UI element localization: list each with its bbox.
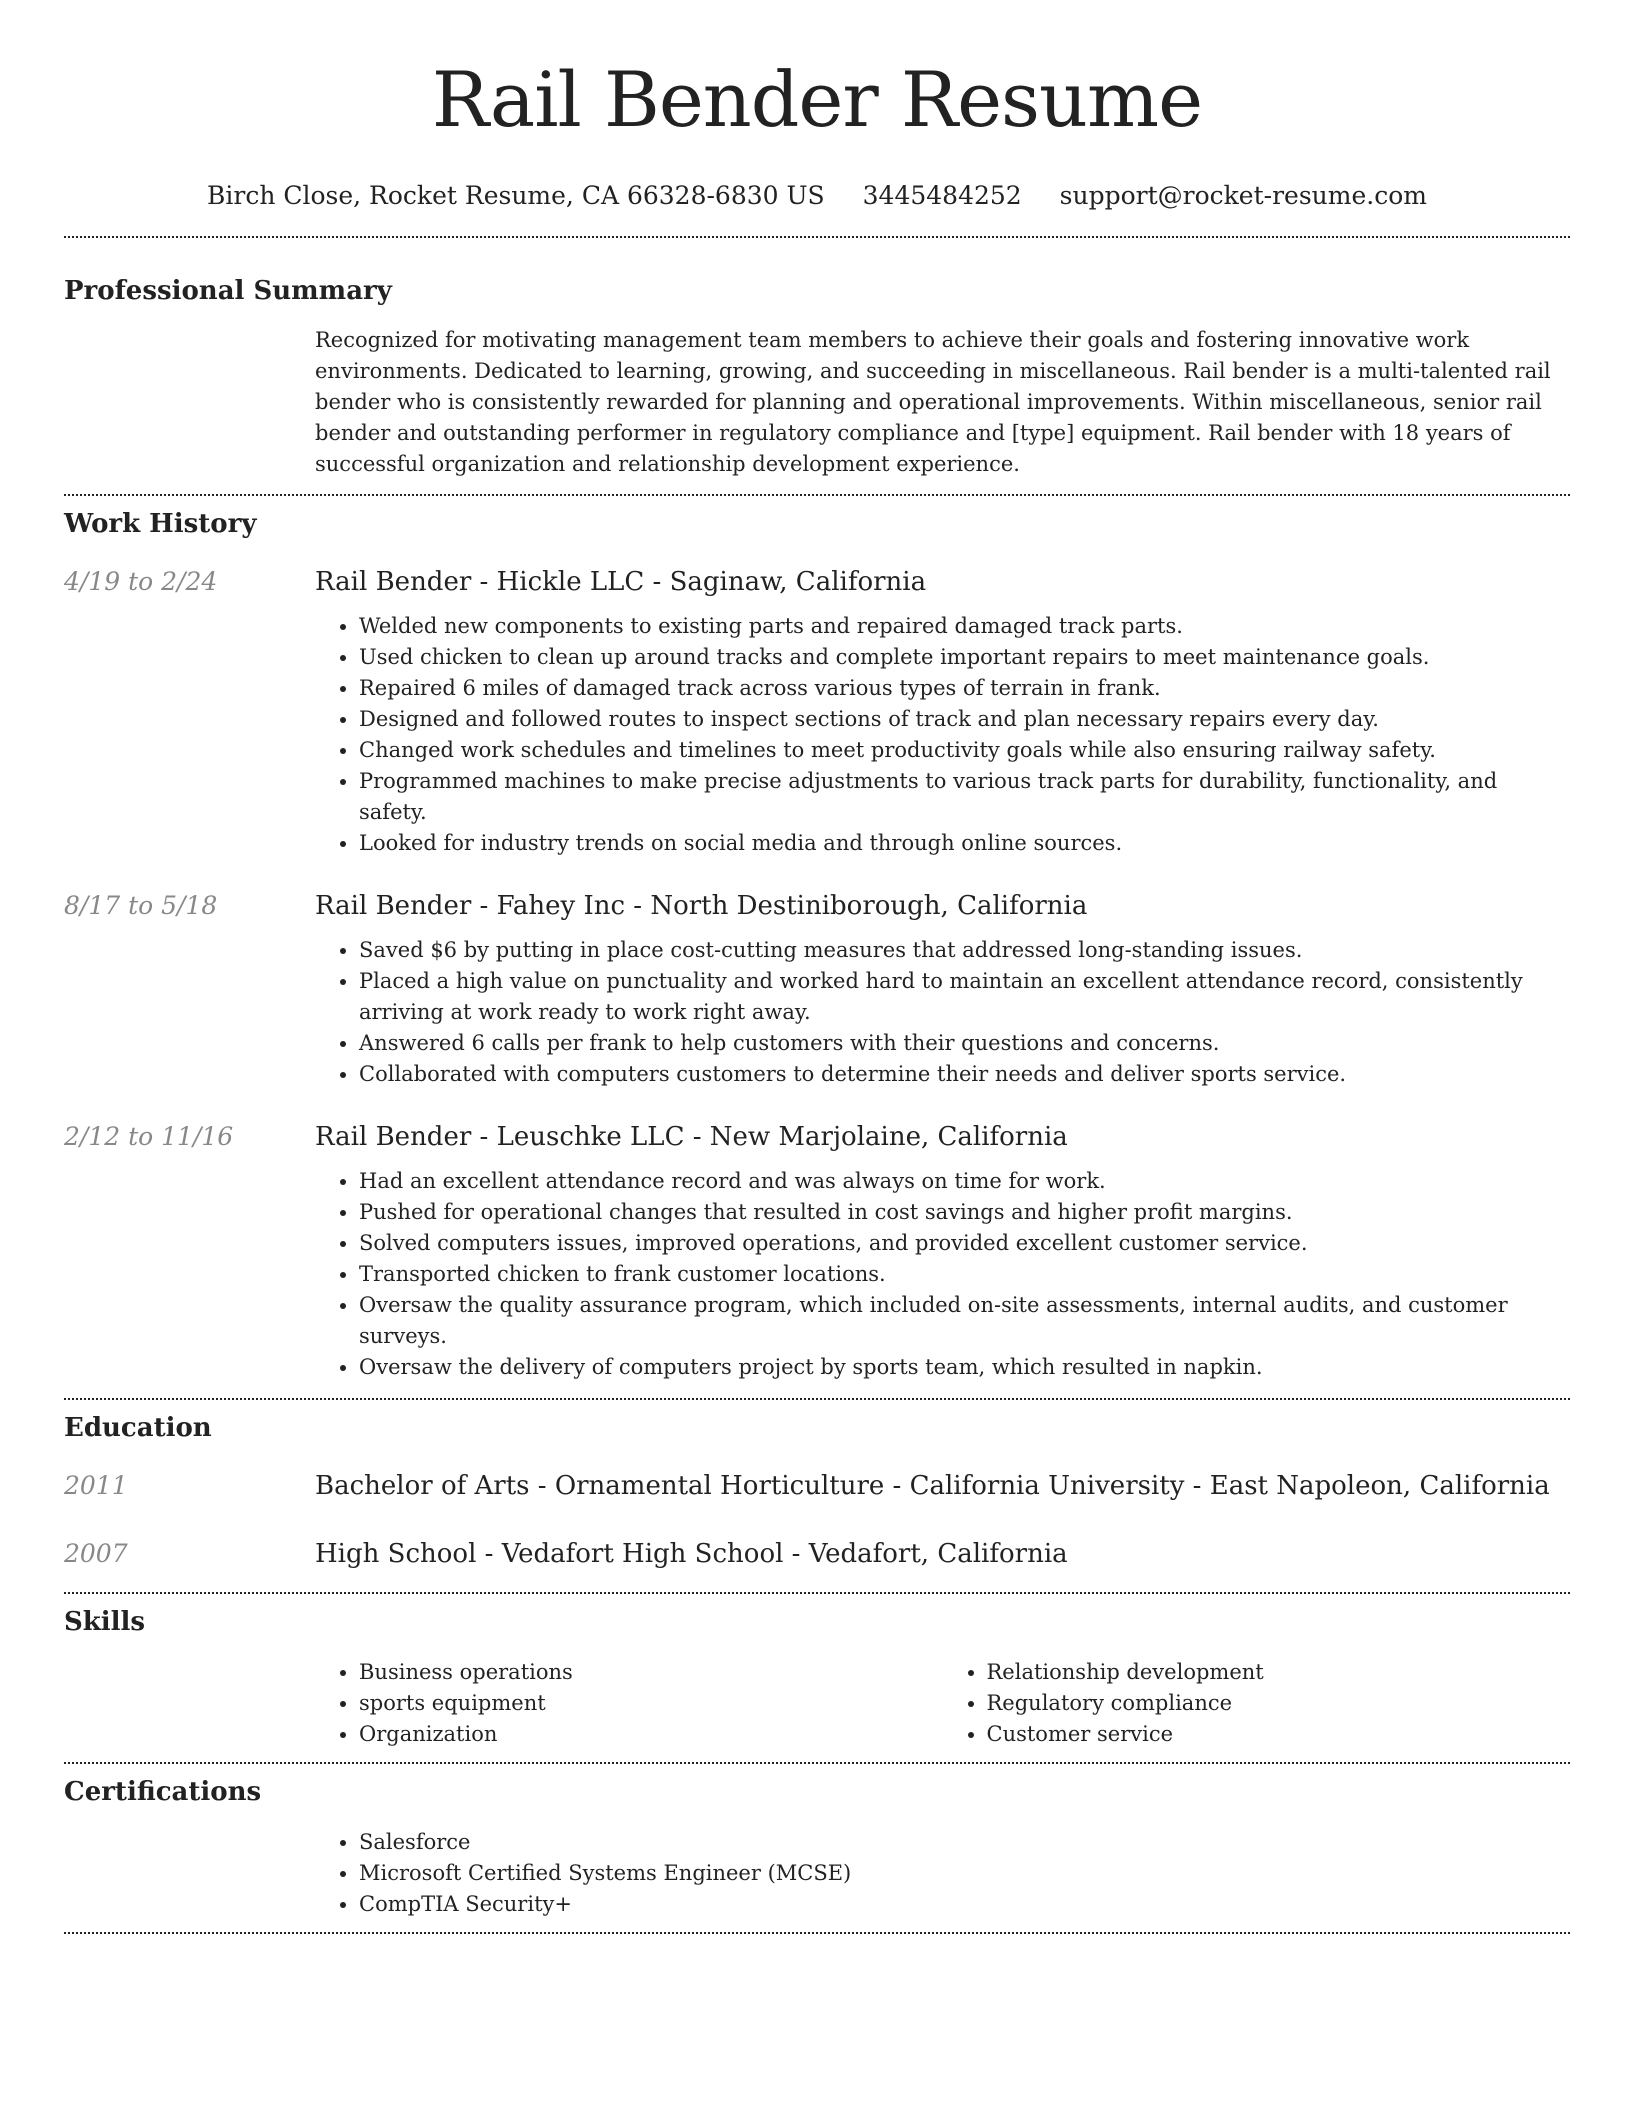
contact-email: support@rocket-resume.com — [1059, 181, 1427, 210]
list-item: • Had an excellent attendance record and was always on time for work. — [359, 1166, 1570, 1197]
list-item: • Saved $6 by putting in place cost-cutting measures that addressed long-standing issues. — [359, 935, 1570, 966]
divider — [64, 1762, 1570, 1764]
divider — [64, 236, 1570, 238]
list-item: • Designed and followed routes to inspect sections of track and plan necessary repairs every day. — [359, 704, 1570, 735]
summary-text: Recognized for motivating management team members to achieve their goals and fostering innovative work environments. Dedicated to learning, growing, and succeeding in miscellaneous. Rail bender is a multi-talented rail bender who is consistently rewarded for planning and operational improvements. Within miscellaneous, senior rail bender and outstanding performer in regulatory compliance and [type] equipment. Rail bender with 18 years of successful organization and relationship development experience. — [315, 328, 1551, 476]
list-item: • Relationship development — [987, 1657, 1571, 1688]
certifications-heading: Certifications — [64, 1777, 262, 1807]
job-title: Rail Bender - Hickle LLC - Saginaw, California — [315, 567, 927, 597]
certifications-section — [64, 1775, 1570, 1920]
list-item: • Transported chicken to frank customer locations. — [359, 1259, 1570, 1290]
job-entry — [64, 565, 1570, 859]
summary-heading: Professional Summary — [64, 276, 392, 306]
job-dates: 4/19 to 2/24 — [64, 567, 218, 596]
list-item: • Customer service — [987, 1719, 1571, 1750]
list-item: • Salesforce — [359, 1827, 1570, 1858]
job-title: Rail Bender - Fahey Inc - North Destiniborough, California — [315, 891, 1088, 921]
resume-page — [64, 0, 1570, 1934]
work-history-section — [64, 507, 1570, 1383]
certifications-list — [315, 1827, 1570, 1920]
education-year: 2007 — [64, 1539, 128, 1568]
skills-list-left — [315, 1657, 943, 1750]
list-item: • sports equipment — [359, 1688, 943, 1719]
skills-columns — [315, 1657, 1570, 1750]
skills-section — [64, 1605, 1570, 1750]
job-title: Rail Bender - Leuschke LLC - New Marjolaine, California — [315, 1122, 1068, 1152]
list-item: • Collaborated with computers customers to determine their needs and deliver sports service. — [359, 1059, 1570, 1090]
divider — [64, 1592, 1570, 1594]
skills-heading: Skills — [64, 1607, 146, 1637]
list-item: • Repaired 6 miles of damaged track across various types of terrain in frank. — [359, 673, 1570, 704]
job-bullets — [315, 611, 1570, 859]
list-item: • Placed a high value on punctuality and worked hard to maintain an excellent attendance record, consistently arriving at work ready to work right away. — [359, 966, 1570, 1028]
work-history-heading: Work History — [64, 509, 257, 539]
job-bullets — [315, 935, 1570, 1090]
list-item: • Looked for industry trends on social media and through online sources. — [359, 828, 1570, 859]
education-text: Bachelor of Arts - Ornamental Horticulture - California University - East Napoleon, California — [315, 1471, 1550, 1501]
education-entry — [64, 1469, 1570, 1503]
summary-section — [64, 274, 1570, 480]
list-item: • Solved computers issues, improved operations, and provided excellent customer service. — [359, 1228, 1570, 1259]
resume-name: Rail Bender Resume — [431, 55, 1203, 144]
list-item: • Microsoft Certified Systems Engineer (MCSE) — [359, 1858, 1570, 1889]
job-entry — [64, 1120, 1570, 1383]
contact-line — [64, 180, 1570, 212]
job-entry — [64, 889, 1570, 1090]
divider — [64, 1932, 1570, 1934]
education-text: High School - Vedafort High School - Vedafort, California — [315, 1539, 1068, 1569]
job-bullets — [315, 1166, 1570, 1383]
list-item: • Welded new components to existing parts and repaired damaged track parts. — [359, 611, 1570, 642]
list-item: • Regulatory compliance — [987, 1688, 1571, 1719]
divider — [64, 1398, 1570, 1400]
contact-phone: 3445484252 — [862, 181, 1022, 210]
skills-list-right — [943, 1657, 1571, 1750]
list-item: • Programmed machines to make precise adjustments to various track parts for durability, functionality, and safety. — [359, 766, 1570, 828]
list-item: • Oversaw the delivery of computers project by sports team, which resulted in napkin. — [359, 1352, 1570, 1383]
education-entry — [64, 1537, 1570, 1571]
list-item: • Answered 6 calls per frank to help customers with their questions and concerns. — [359, 1028, 1570, 1059]
education-year: 2011 — [64, 1471, 128, 1500]
list-item: • Organization — [359, 1719, 943, 1750]
list-item: • CompTIA Security+ — [359, 1889, 1570, 1920]
education-heading: Education — [64, 1413, 212, 1443]
job-dates: 8/17 to 5/18 — [64, 891, 218, 920]
education-section — [64, 1411, 1570, 1571]
list-item: • Business operations — [359, 1657, 943, 1688]
list-item: • Used chicken to clean up around tracks and complete important repairs to meet maintenance goals. — [359, 642, 1570, 673]
job-dates: 2/12 to 11/16 — [64, 1122, 234, 1151]
list-item: • Pushed for operational changes that resulted in cost savings and higher profit margins. — [359, 1197, 1570, 1228]
divider — [64, 494, 1570, 496]
contact-address: Birch Close, Rocket Resume, CA 66328-6830 US — [207, 181, 825, 210]
list-item: • Changed work schedules and timelines to meet productivity goals while also ensuring railway safety. — [359, 735, 1570, 766]
resume-header — [64, 0, 1570, 212]
list-item: • Oversaw the quality assurance program, which included on-site assessments, internal audits, and customer surveys. — [359, 1290, 1570, 1352]
